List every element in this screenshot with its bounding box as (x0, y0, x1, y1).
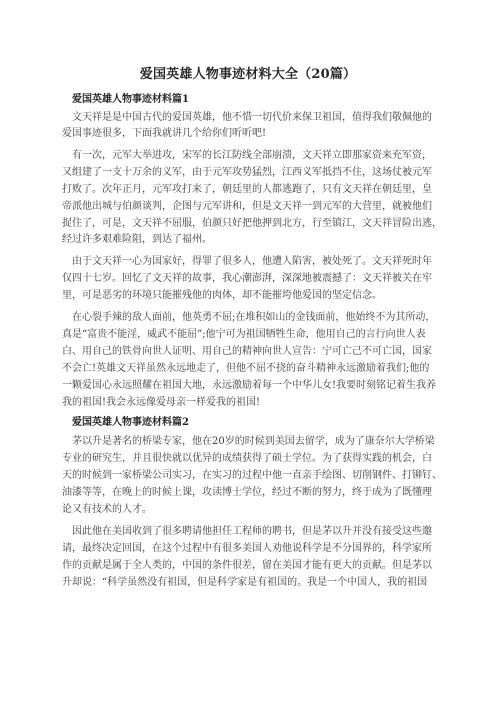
paragraph-line: 有一次，元军大举进攻，宋军的长江防线全部崩溃，文天祥立即那家资来充军资， (72, 150, 432, 161)
paragraph-line: 一颗爱国心永远照耀在祖国大地，永远激励着每一个中华儿女!我要时刻铭记着生我养 (62, 380, 437, 391)
paragraph-line: 由于文天祥一心为国家好，得罪了很多人，他遭人陷害，被处死了。文天祥死时年 (72, 256, 432, 267)
paragraph-line: 捉住了，可是，文天祥不屈服，伯颜只好把他押到北方，行至镇江，文天祥冒险出逃， (62, 218, 442, 229)
paragraph-line: 仅四十七岁。回忆了文天祥的故事，我心潮澎湃，深深地被震撼了：文天祥被关在牢 (62, 273, 432, 284)
paragraph-line: 爱国事迹很多，下面我就讲几个给你们听听吧! (62, 128, 267, 139)
paragraph-line: 在心裂手辣的敌人面前，他英勇不屈;在堆积如山的金钱面前，他始终不为其所动， (72, 312, 436, 323)
section-heading: 爱国英雄人物事迹材料篇2 (72, 417, 189, 428)
paragraph-line: 文天祥是是中国古代的爱国英雄，他不惜一切代价来保卫祖国，值得我们敬佩他的 (72, 112, 432, 123)
paragraph-line: 请，最终决定回国，在这个过程中有很多美国人劝他说科学是不分国界的，科学家所 (62, 543, 432, 554)
section-heading: 爱国英雄人物事迹材料篇1 (72, 94, 189, 105)
paragraph-line: 升却说：“科学虽然没有祖国，但是科学家是有祖国的。我是一个中国人，我的祖国 (62, 577, 428, 588)
document-title: 爱国英雄人物事迹材料大全（20篇） (139, 67, 357, 82)
paragraph-line: 不会亡!英雄文天祥虽然永远地走了，但他不屈不挠的奋斗精神永远激励着我们;他的 (62, 363, 430, 374)
paragraph-line: 白、用自己的铁骨向世人证明、用自己的精神向世人宣告：宁可亡己不可亡国，国家 (62, 346, 432, 357)
paragraph-line: 因此他在美国收到了很多聘请他担任工程师的聘书，但是茅以升并没有接受这些邀 (72, 526, 432, 537)
paragraph-line: 经过许多艰难险阻，到达了福州。 (62, 234, 212, 245)
paragraph-line: 天的时候到一家桥梁公司实习，在实习的过程中他一直亲手绘图、切削钢件、打铆钉、 (62, 470, 442, 481)
paragraph-line: 油漆等等，在晚上的时候上课，攻读博士学位，经过不断的努力，终于成为了既懂理 (62, 487, 432, 498)
paragraph-line: 我的祖国!我会永远像爱母亲一样爱我的祖国! (62, 397, 261, 408)
paragraph-line: 专业的研究生，并且很快就以优异的成绩获得了硕士学位。为了获得实践的机会，白 (62, 453, 432, 464)
paragraph-line: 茅以升是著名的桥梁专家，他在20岁的时候到美国去留学，成为了康奈尔大学桥梁 (72, 436, 435, 447)
paragraph-line: 又组建了一支十万余的义军，由于元军攻势猛烈，江西义军抵挡不住，这场仗被元军 (62, 167, 432, 178)
paragraph-line: 论又有技术的人才。 (62, 504, 152, 515)
paragraph-line: 作的贡献是属于全人类的，中国的条件很差，留在美国才能有更大的贡献。但是茅以 (62, 560, 432, 571)
paragraph-line: 里，可是恶劣的环境只能摧残他的肉体，却不能摧垮他爱国的坚定信念。 (62, 290, 382, 301)
paragraph-line: 帝派他出城与伯颜谈判，企图与元军讲和，但是文天祥一到元军的大营里，就被他们 (62, 201, 432, 212)
paragraph-line: 打败了。次年正月，元军攻打来了，朝廷里的人都逃跑了，只有文天祥在朝廷里，皇 (62, 184, 432, 195)
paragraph-line: 真是“富贵不能淫，威武不能屈”;他宁可为祖国牺牲生命，他用自己的言行向世人表 (62, 329, 426, 340)
